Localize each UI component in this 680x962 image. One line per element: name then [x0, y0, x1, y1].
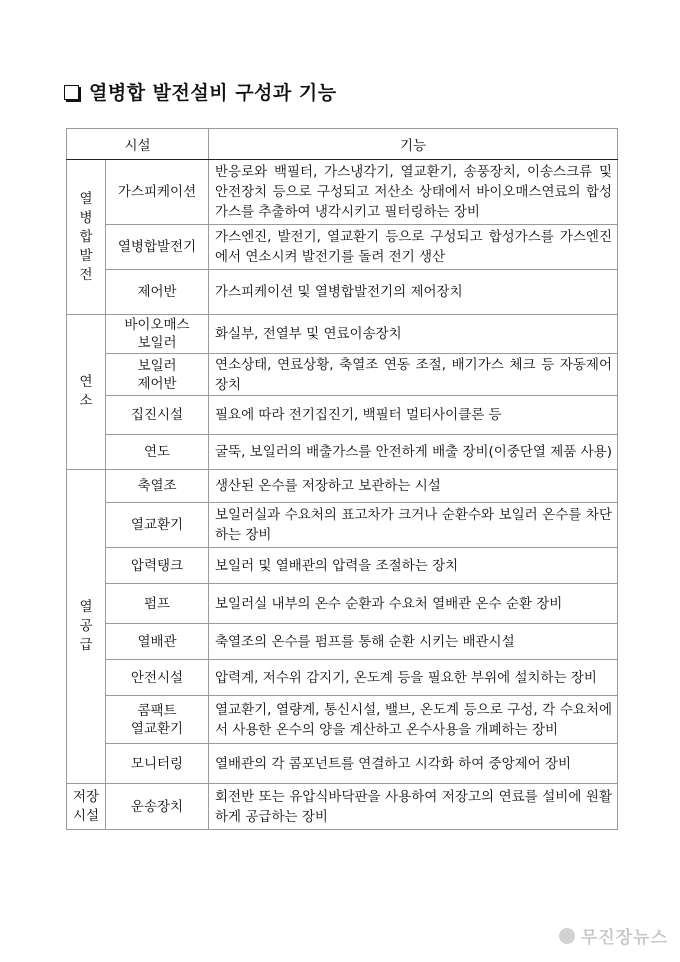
function-cell: 보일러실과 수요처의 표고차가 크거나 순환수와 보일러 온수를 차단하는 장비	[209, 503, 618, 548]
function-cell: 생산된 온수를 저장하고 보관하는 시설	[209, 470, 618, 503]
facility-cell: 바이오매스 보일러	[106, 315, 209, 354]
watermark-text: 무진장뉴스	[580, 928, 668, 948]
category-cell: 저장 시설	[67, 784, 106, 830]
function-cell: 보일러 및 열배관의 압력을 조절하는 장치	[209, 548, 618, 584]
facility-cell: 콤팩트 열교환기	[106, 696, 209, 744]
function-cell: 필요에 따라 전기집진기, 백필터 멀티사이클론 등	[209, 396, 618, 435]
facility-cell: 보일러 제어반	[106, 354, 209, 396]
header-function: 기능	[209, 129, 618, 160]
function-cell: 연소상태, 연료상황, 축열조 연동 조절, 배기가스 체크 등 자동제어장치	[209, 354, 618, 396]
function-cell: 보일러실 내부의 온수 순환과 수요처 열배관 온수 순환 장비	[209, 584, 618, 624]
function-cell: 열교환기, 열량계, 통신시설, 밸브, 온도계 등으로 구성, 각 수요처에서 사용한 온수의 양을 계산하고 온수사용을 개폐하는 장비	[209, 696, 618, 744]
function-cell: 굴뚝, 보일러의 배출가스를 안전하게 배출 장비(이중단열 제품 사용)	[209, 435, 618, 470]
checkbox-square-icon	[64, 85, 79, 100]
facility-cell: 운송장치	[106, 784, 209, 830]
facility-cell: 펌프	[106, 584, 209, 624]
facility-cell: 모니터링	[106, 744, 209, 784]
header-facility: 시설	[67, 129, 209, 160]
facility-cell: 열배관	[106, 624, 209, 660]
function-cell: 열배관의 각 콤포넌트를 연결하고 시각화 하여 중앙제어 장비	[209, 744, 618, 784]
category-cell: 연 소	[67, 315, 106, 470]
function-cell: 회전반 또는 유압식바닥판을 사용하여 저장고의 연료를 설비에 원활하게 공급하는 장비	[209, 784, 618, 830]
function-cell: 화실부, 전열부 및 연료이송장치	[209, 315, 618, 354]
category-cell: 열 공 급	[67, 470, 106, 784]
facility-cell: 연도	[106, 435, 209, 470]
facility-cell: 가스피케이션	[106, 160, 209, 225]
facility-function-table	[66, 128, 618, 830]
function-cell: 가스엔진, 발전기, 열교환기 등으로 구성되고 합성가스를 가스엔진에서 연소시켜 발전기를 돌려 전기 생산	[209, 225, 618, 270]
watermark	[559, 923, 668, 948]
category-cell: 열 병 합 발 전	[67, 160, 106, 315]
function-cell: 가스피케이션 및 열병합발전기의 제어장치	[209, 270, 618, 315]
facility-cell: 압력탱크	[106, 548, 209, 584]
function-cell: 축열조의 온수를 펌프를 통해 순환 시키는 배관시설	[209, 624, 618, 660]
document-title-text: 열병합 발전설비 구성과 기능	[89, 82, 337, 104]
facility-cell: 제어반	[106, 270, 209, 315]
logo-icon	[559, 928, 575, 944]
facility-cell: 안전시설	[106, 660, 209, 696]
facility-cell: 집진시설	[106, 396, 209, 435]
facility-cell: 축열조	[106, 470, 209, 503]
document-title	[64, 78, 337, 105]
facility-cell: 열병합발전기	[106, 225, 209, 270]
facility-cell: 열교환기	[106, 503, 209, 548]
function-cell: 압력계, 저수위 감지기, 온도계 등을 필요한 부위에 설치하는 장비	[209, 660, 618, 696]
function-cell: 반응로와 백필터, 가스냉각기, 열교환기, 송풍장치, 이송스크류 및 안전장치 등으로 구성되고 저산소 상태에서 바이오매스연료의 합성가스를 추출하여 냉각시키고 필터링하는 장비	[209, 160, 618, 225]
